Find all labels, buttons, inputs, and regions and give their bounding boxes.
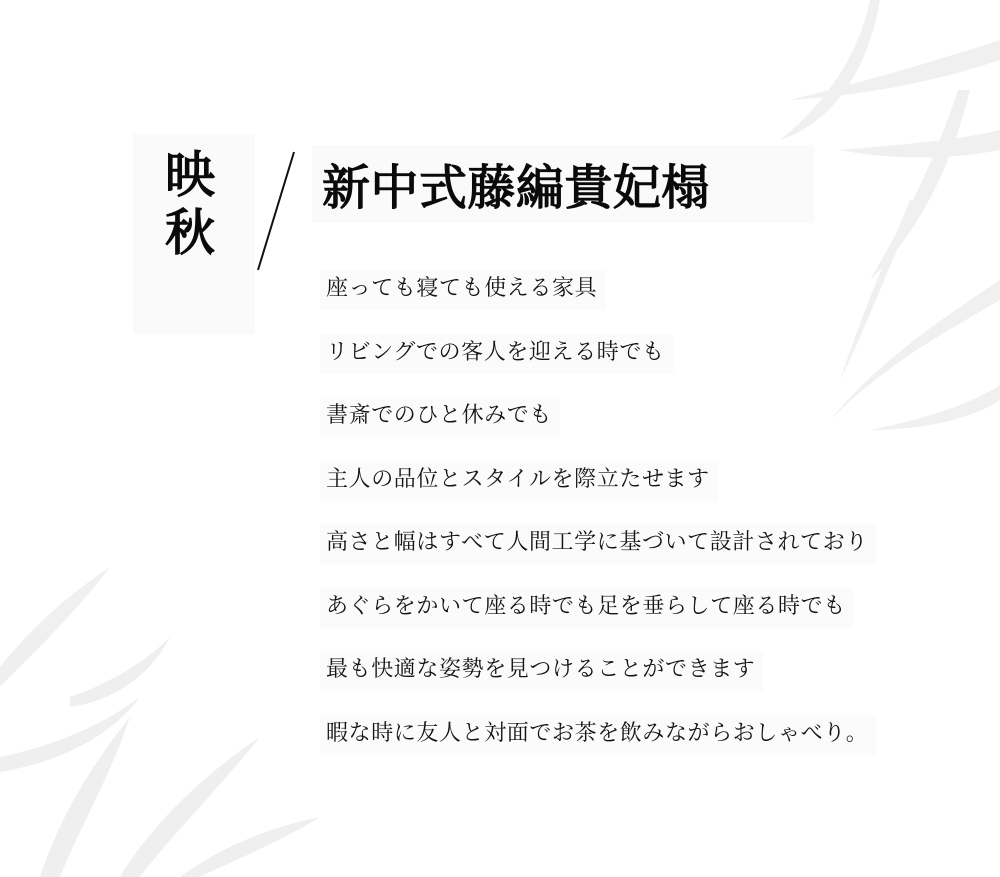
description-line: 最も快適な姿勢を見つけることができます [320, 651, 876, 715]
description-line: 高さと幅はすべて人間工学に基づいて設計されており [320, 524, 876, 588]
divider-slash [254, 150, 298, 274]
description-line: あぐらをかいて座る時でも足を垂らして座る時でも [320, 588, 876, 652]
description-line: 主人の品位とスタイルを際立たせます [320, 461, 876, 525]
product-title: 新中式藤編貴妃榻 [322, 160, 711, 216]
description-list [320, 270, 876, 778]
brand-name: 映秋 [165, 146, 215, 262]
description-line: 座っても寝ても使える家具 [320, 270, 876, 334]
description-line: 暇な時に友人と対面でお茶を飲みながらおしゃべり。 [320, 715, 876, 779]
description-line: 書斎でのひと休みでも [320, 397, 876, 461]
bamboo-leaves-decoration-bottom [0, 557, 320, 877]
description-line: リビングでの客人を迎える時でも [320, 334, 876, 398]
